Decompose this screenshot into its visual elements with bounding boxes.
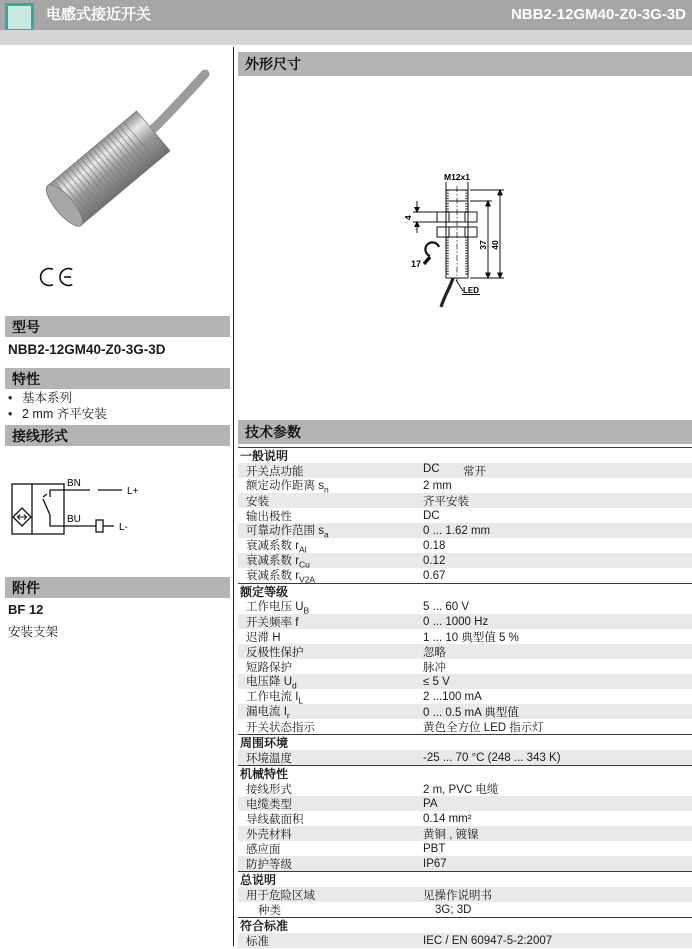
spec-value: 3G; 3D xyxy=(435,903,472,916)
features-list xyxy=(8,390,107,422)
spec-label xyxy=(246,750,423,766)
spec-value: ≤ 5 V xyxy=(423,675,450,688)
spec-row xyxy=(238,796,692,811)
spec-values xyxy=(423,704,692,720)
model-value: NBB2-12GM40-Z0-3G-3D xyxy=(8,342,166,357)
spec-label-subscript: V2A xyxy=(299,574,316,585)
spec-section-title: 额定等级 xyxy=(240,585,289,599)
spec-value: 黄色全方位 LED 指示灯 xyxy=(423,721,544,734)
spec-section-header xyxy=(238,583,692,599)
spec-label-subscript: Cu xyxy=(299,559,310,570)
spec-row xyxy=(238,523,692,538)
spec-label-text: 工作电压 U xyxy=(246,600,304,613)
tech-table xyxy=(238,447,692,948)
spec-row xyxy=(238,719,692,734)
wiring-diagram xyxy=(10,470,190,548)
spec-row xyxy=(238,856,692,871)
spec-label-text: 漏电流 I xyxy=(246,705,287,718)
dim-40-label: 40 xyxy=(490,240,500,250)
spec-section-title: 周围环境 xyxy=(240,736,289,750)
bullet-icon: • xyxy=(8,407,13,421)
spec-label-subscript: n xyxy=(323,484,329,495)
spec-label xyxy=(246,933,423,949)
spec-values xyxy=(423,843,692,855)
spec-value: 0.67 xyxy=(423,569,446,582)
spec-row xyxy=(238,902,692,917)
spec-label-subscript: a xyxy=(323,529,329,540)
feature-item xyxy=(8,390,107,406)
spec-label-text: 输出极性 xyxy=(246,510,292,523)
spec-row xyxy=(238,689,692,704)
spec-value: 1 ... 10 典型值 5 % xyxy=(423,631,519,644)
spec-value: DC xyxy=(423,462,440,475)
accessories-section-title: 附件 xyxy=(12,579,40,596)
spec-label-text: 电缆类型 xyxy=(246,798,292,811)
spec-label xyxy=(246,629,423,645)
spec-values xyxy=(423,858,692,870)
wire-bn-label: BN xyxy=(67,478,81,489)
spec-label-text: 标准 xyxy=(246,935,269,948)
spec-value: 0.14 mm² xyxy=(423,812,472,825)
spec-value: 2 m, PVC 电缆 xyxy=(423,783,499,796)
spec-row xyxy=(238,644,692,659)
spec-value: 0.12 xyxy=(423,554,446,567)
spec-section-header xyxy=(238,447,692,463)
spec-row xyxy=(238,614,692,629)
spec-row xyxy=(238,538,692,553)
spec-label-text: 衰减系数 r xyxy=(246,554,300,567)
spec-value-secondary: 常开 xyxy=(463,465,486,478)
spec-section-title: 一般说明 xyxy=(240,449,289,463)
spec-label-text: 迟滞 H xyxy=(246,631,281,644)
wire-lminus-label: L- xyxy=(119,522,128,533)
spec-label-text: 开关频率 f xyxy=(246,616,299,629)
spec-values xyxy=(423,813,692,825)
feature-item xyxy=(8,406,107,422)
spec-values xyxy=(423,887,692,903)
dimension-drawing xyxy=(400,170,530,315)
spec-label xyxy=(246,644,423,660)
spec-value: IP67 xyxy=(423,857,447,870)
spec-value: 见操作说明书 xyxy=(423,889,492,902)
spec-values xyxy=(423,555,692,567)
model-section-title: 型号 xyxy=(12,318,40,335)
spec-values xyxy=(423,525,692,537)
spec-values xyxy=(423,463,692,479)
spec-value: DC xyxy=(423,509,440,522)
feature-text: 基本系列 xyxy=(22,391,73,405)
wire-lplus-label: L+ xyxy=(127,486,139,497)
spec-label-subscript: B xyxy=(303,605,310,616)
spec-values xyxy=(423,644,692,660)
spec-label-text: 用于危险区域 xyxy=(246,889,315,902)
spec-label-text: 感应面 xyxy=(246,843,281,856)
accessories-section-bar xyxy=(5,577,230,598)
spec-label xyxy=(246,493,423,509)
spec-label xyxy=(246,614,423,630)
spec-value: PBT xyxy=(423,842,446,855)
spec-label-subscript: Al xyxy=(299,544,307,555)
spec-label-text: 额定动作距离 s xyxy=(246,479,324,492)
brand-square-icon xyxy=(5,3,34,32)
spec-values xyxy=(423,540,692,552)
dim-37-label: 37 xyxy=(478,240,488,250)
product-photo xyxy=(25,58,220,258)
spec-section-title: 符合标准 xyxy=(240,919,289,933)
spec-label-text: 衰减系数 r xyxy=(246,539,300,552)
spec-value: 5 ... 60 V xyxy=(423,600,470,613)
spec-label xyxy=(246,902,435,918)
spec-row xyxy=(238,781,692,796)
spec-value: 齐平安装 xyxy=(423,495,469,508)
spec-label-text: 反极性保护 xyxy=(246,646,304,659)
spec-row xyxy=(238,887,692,902)
spec-value: 0.18 xyxy=(423,539,446,552)
spec-section-header xyxy=(238,917,692,933)
spec-values xyxy=(423,935,692,947)
spec-label-text: 可靠动作范围 s xyxy=(246,524,324,537)
spec-label-text: 工作电流 I xyxy=(246,690,299,703)
spec-row xyxy=(238,659,692,674)
spec-values xyxy=(423,616,692,628)
accessory-name: BF 12 xyxy=(8,602,44,617)
spec-label-text: 开关状态指示 xyxy=(246,721,315,734)
spec-values xyxy=(423,676,692,688)
spec-section-header xyxy=(238,871,692,887)
spec-row xyxy=(238,750,692,765)
column-divider xyxy=(233,47,234,946)
spec-value: PA xyxy=(423,797,438,810)
spec-row xyxy=(238,826,692,841)
spec-value: 0 ... 1.62 mm xyxy=(423,524,491,537)
document-title: 电感式接近开关 xyxy=(46,6,152,23)
spec-values xyxy=(423,798,692,810)
wire-bu-label: BU xyxy=(67,514,81,525)
spec-value: 2 ...100 mA xyxy=(423,690,482,703)
spec-label-text: 安装 xyxy=(246,495,269,508)
spec-values xyxy=(435,904,692,916)
spec-label xyxy=(246,841,423,857)
spec-label-subscript: r xyxy=(286,710,290,721)
spec-label-subscript: L xyxy=(298,695,304,706)
spec-value: 忽略 xyxy=(423,646,446,659)
spec-label-text: 开关点功能 xyxy=(246,465,304,478)
spec-row xyxy=(238,553,692,568)
dimensions-section-title: 外形尺寸 xyxy=(245,56,301,72)
spec-value: 脉冲 xyxy=(423,661,446,674)
spec-values xyxy=(423,659,692,675)
spec-label xyxy=(246,567,423,584)
spec-label-text: 外壳材料 xyxy=(246,828,292,841)
spec-section-title: 机械特性 xyxy=(240,767,289,781)
spec-values xyxy=(423,510,692,522)
model-section-bar xyxy=(5,316,230,337)
dim-thread-label: M12x1 xyxy=(444,172,470,182)
spec-row xyxy=(238,811,692,826)
spec-label xyxy=(246,811,423,827)
spec-section-header xyxy=(238,734,692,750)
spec-values xyxy=(423,752,692,764)
spec-label xyxy=(246,856,423,872)
spec-row xyxy=(238,704,692,719)
spec-values xyxy=(423,691,692,703)
spec-label-text: 衰减系数 r xyxy=(246,569,300,582)
dim-wrench-label: 17 xyxy=(411,259,422,269)
spec-row xyxy=(238,568,692,583)
spec-label-text: 接线形式 xyxy=(246,783,292,796)
tech-section-bar xyxy=(238,420,692,444)
product-code-title: NBB2-12GM40-Z0-3G-3D xyxy=(510,6,686,23)
feature-text: 2 mm 齐平安装 xyxy=(22,407,107,421)
spec-values xyxy=(423,601,692,613)
features-section-title: 特性 xyxy=(12,370,40,387)
ce-mark-icon xyxy=(36,264,76,290)
spec-label-text: 短路保护 xyxy=(246,661,292,674)
tech-section-title: 技术参数 xyxy=(245,424,301,440)
spec-row xyxy=(238,493,692,508)
spec-value: 2 mm xyxy=(423,479,452,492)
spec-value: 0 ... 1000 Hz xyxy=(423,615,489,628)
spec-row xyxy=(238,674,692,689)
spec-label-text: 环境温度 xyxy=(246,752,292,765)
spec-label-text: 种类 xyxy=(258,904,281,917)
bullet-icon: • xyxy=(8,391,13,405)
spec-label-text: 电压降 U xyxy=(246,675,292,688)
spec-row xyxy=(238,599,692,614)
features-section-bar xyxy=(5,368,230,389)
accessory-description: 安装支架 xyxy=(8,625,59,639)
dimensions-section-bar xyxy=(238,52,692,76)
spec-values xyxy=(423,493,692,509)
spec-section-header xyxy=(238,765,692,781)
spec-values xyxy=(423,826,692,842)
spec-value: IEC / EN 60947-5-2:2007 xyxy=(423,934,553,947)
spec-values xyxy=(423,719,692,735)
spec-label xyxy=(246,826,423,842)
spec-label-text: 导线截面积 xyxy=(246,813,304,826)
spec-value: 0 ... 0.5 mA 典型值 xyxy=(423,706,519,719)
header-substrip xyxy=(0,30,692,45)
spec-row xyxy=(238,478,692,493)
spec-row xyxy=(238,629,692,644)
spec-label xyxy=(246,781,423,797)
spec-label-text: 防护等级 xyxy=(246,858,292,871)
spec-values xyxy=(423,570,692,582)
spec-values xyxy=(423,781,692,797)
spec-label xyxy=(246,719,423,735)
spec-values xyxy=(423,480,692,492)
spec-label xyxy=(246,796,423,812)
spec-section-title: 总说明 xyxy=(240,873,277,887)
spec-row xyxy=(238,841,692,856)
dim-led-label: LED xyxy=(463,286,479,295)
spec-label xyxy=(246,887,423,903)
spec-row xyxy=(238,463,692,478)
spec-values xyxy=(423,629,692,645)
spec-value: 黄铜 , 镀镍 xyxy=(423,828,479,841)
spec-row xyxy=(238,508,692,523)
connection-section-title: 接线形式 xyxy=(12,427,68,444)
dim-chamfer-label: 4 xyxy=(403,215,413,220)
connection-section-bar xyxy=(5,425,230,446)
spec-label-subscript: d xyxy=(292,680,297,691)
spec-value: -25 ... 70 °C (248 ... 343 K) xyxy=(423,751,561,764)
